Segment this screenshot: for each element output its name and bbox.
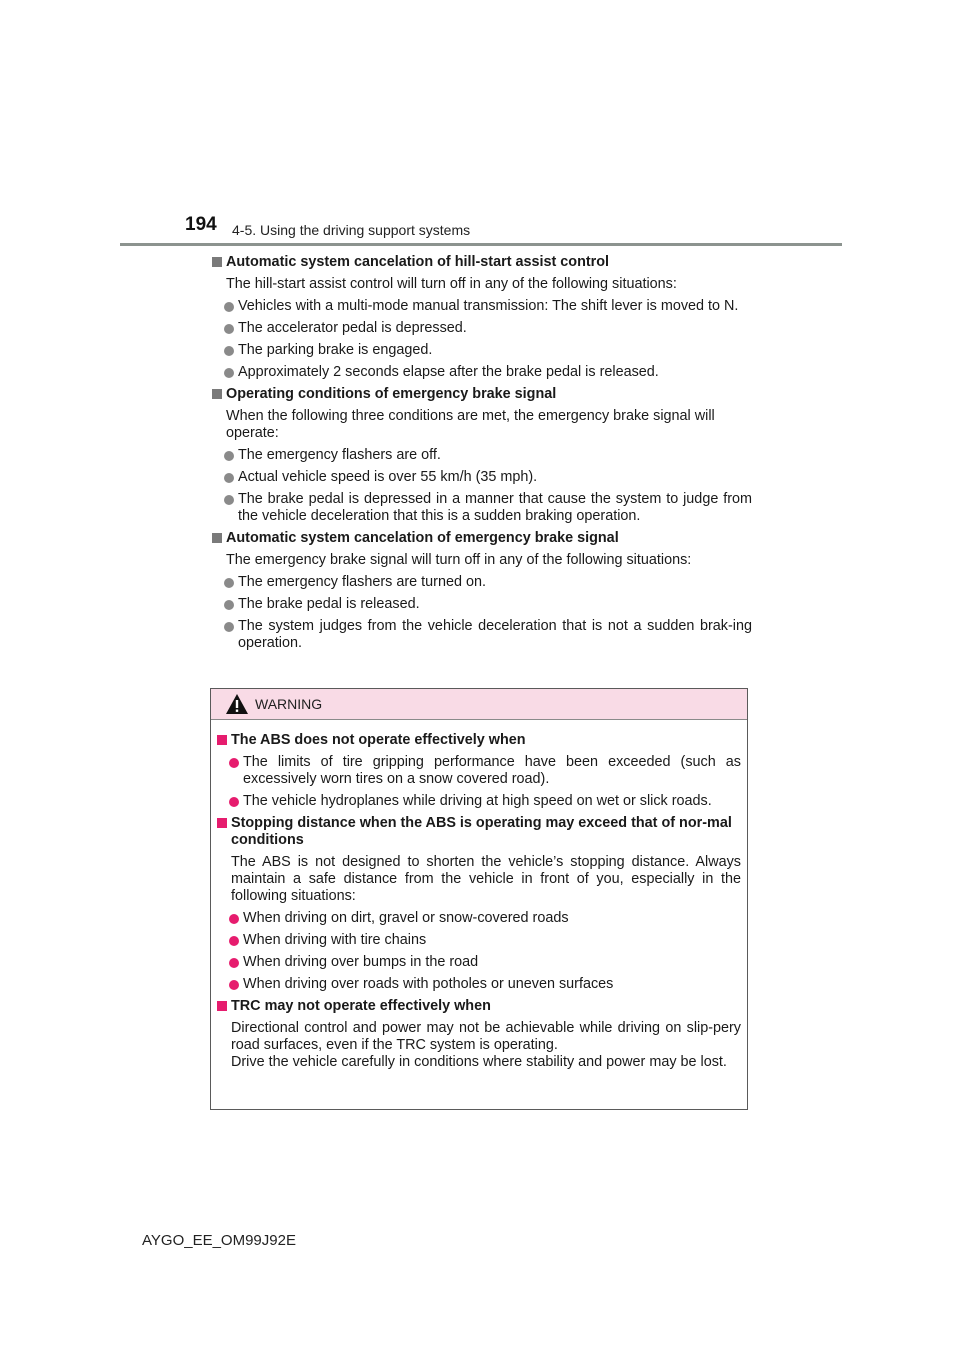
warning-heading xyxy=(217,998,741,1015)
list-item-text: Actual vehicle speed is over 55 km/h (35 mph). xyxy=(238,469,538,485)
section-heading xyxy=(212,530,752,547)
list-item xyxy=(217,932,741,949)
list-item-text: The brake pedal is depressed in a manner that cause the system to judge from the vehicle deceleration that this is a sudden braking operation. xyxy=(238,491,752,524)
list-item xyxy=(217,954,741,971)
warning-intro: The ABS is not designed to shorten the vehicle’s stopping distance. Always maintain a safe distance from the vehicle in front of you, especially in the following situations: xyxy=(231,854,741,904)
circle-bullet-icon xyxy=(229,914,239,924)
warning-header xyxy=(211,689,747,720)
circle-bullet-icon xyxy=(224,495,234,505)
section-heading xyxy=(212,386,752,403)
list-item xyxy=(217,910,741,927)
circle-bullet-icon xyxy=(224,600,234,610)
circle-bullet-icon xyxy=(229,958,239,968)
section-heading xyxy=(212,254,752,271)
list-item-text: The limits of tire gripping performance have been exceeded (such as excessively worn tires on a snow covered road). xyxy=(243,754,741,787)
list-item xyxy=(217,793,741,810)
list-item xyxy=(212,320,752,337)
section-heading-text: Operating conditions of emergency brake signal xyxy=(226,386,557,402)
circle-bullet-icon xyxy=(229,936,239,946)
section-title: 4-5. Using the driving support systems xyxy=(232,222,471,238)
square-bullet-icon xyxy=(212,257,222,267)
page-number: 194 xyxy=(185,214,217,235)
circle-bullet-icon xyxy=(229,980,239,990)
list-item xyxy=(212,596,752,613)
list-item xyxy=(212,342,752,359)
list-item-text: When driving over bumps in the road xyxy=(243,954,479,970)
section-intro: The emergency brake signal will turn off in any of the following situations: xyxy=(226,552,692,568)
list-item xyxy=(212,618,752,652)
circle-bullet-icon xyxy=(224,302,234,312)
warning-heading-text: TRC may not operate effectively when xyxy=(231,998,491,1014)
list-item-text: When driving with tire chains xyxy=(243,932,427,948)
square-bullet-icon xyxy=(212,533,222,543)
section-heading-text: Automatic system cancelation of emergency brake signal xyxy=(226,530,619,546)
section-emergency-brake-conditions xyxy=(212,386,752,525)
warning-triangle-icon xyxy=(225,693,249,715)
main-content xyxy=(212,254,752,657)
section-heading-text: Automatic system cancelation of hill-start assist control xyxy=(226,254,610,270)
warning-body xyxy=(211,720,747,1071)
list-item xyxy=(212,469,752,486)
list-item-text: The parking brake is engaged. xyxy=(238,342,433,358)
list-item-text: When driving over roads with potholes or uneven surfaces xyxy=(243,976,614,992)
warning-heading xyxy=(217,815,741,849)
circle-bullet-icon xyxy=(224,324,234,334)
list-item xyxy=(212,491,752,525)
warning-paragraph-line: Directional control and power may not be achievable while driving on slip-pery road surfaces, even if the TRC system is operating. xyxy=(231,1020,741,1053)
list-item xyxy=(212,364,752,381)
circle-bullet-icon xyxy=(224,473,234,483)
circle-bullet-icon xyxy=(224,622,234,632)
list-item-text: When driving on dirt, gravel or snow-covered roads xyxy=(243,910,569,926)
section-emergency-brake-cancel xyxy=(212,530,752,652)
list-item-text: The vehicle hydroplanes while driving at high speed on wet or slick roads. xyxy=(243,793,712,809)
list-item-text: The emergency flashers are turned on. xyxy=(238,574,486,590)
square-bullet-icon xyxy=(217,1001,227,1011)
warning-heading xyxy=(217,732,741,749)
warning-heading-text: Stopping distance when the ABS is operating may exceed that of nor-mal conditions xyxy=(231,815,732,848)
circle-bullet-icon xyxy=(224,451,234,461)
square-bullet-icon xyxy=(217,735,227,745)
list-item-text: The brake pedal is released. xyxy=(238,596,420,612)
warning-label: WARNING xyxy=(255,696,323,712)
list-item-text: Vehicles with a multi-mode manual transmission: The shift lever is moved to N. xyxy=(238,298,739,314)
square-bullet-icon xyxy=(212,389,222,399)
list-item-text: Approximately 2 seconds elapse after the brake pedal is released. xyxy=(238,364,659,380)
warning-paragraph xyxy=(217,1020,741,1071)
list-item-text: The system judges from the vehicle deceleration that is not a sudden brak-ing operation. xyxy=(238,618,752,651)
document-code: AYGO_EE_OM99J92E xyxy=(142,1232,296,1249)
section-intro: When the following three conditions are met, the emergency brake signal will operate: xyxy=(226,408,715,441)
list-item xyxy=(212,447,752,464)
circle-bullet-icon xyxy=(229,758,239,768)
section-hill-start-cancel xyxy=(212,254,752,381)
list-item xyxy=(212,574,752,591)
circle-bullet-icon xyxy=(224,578,234,588)
list-item xyxy=(217,754,741,788)
section-intro: The hill-start assist control will turn off in any of the following situations: xyxy=(226,276,677,292)
circle-bullet-icon xyxy=(229,797,239,807)
circle-bullet-icon xyxy=(224,346,234,356)
warning-paragraph-line: Drive the vehicle carefully in conditions where stability and power may be lost. xyxy=(231,1054,727,1070)
warning-box xyxy=(210,688,748,1110)
list-item xyxy=(212,298,752,315)
square-bullet-icon xyxy=(217,818,227,828)
circle-bullet-icon xyxy=(224,368,234,378)
list-item xyxy=(217,976,741,993)
warning-heading-text: The ABS does not operate effectively when xyxy=(231,732,526,748)
list-item-text: The accelerator pedal is depressed. xyxy=(238,320,467,336)
list-item-text: The emergency flashers are off. xyxy=(238,447,441,463)
header-rule xyxy=(120,243,842,246)
